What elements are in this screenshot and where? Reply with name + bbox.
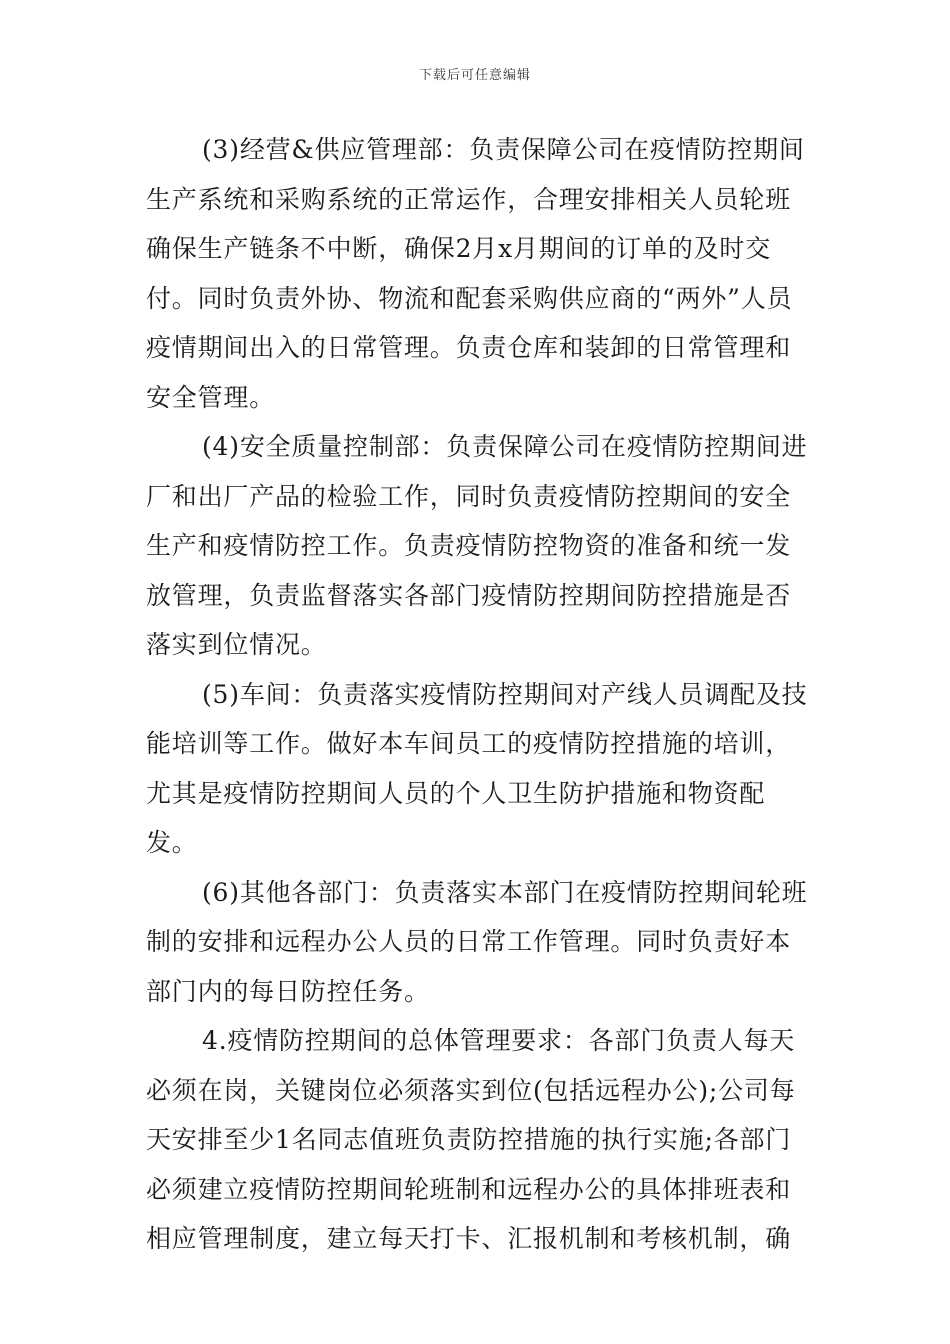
paragraph-safety-quality: (4)安全质量控制部：负责保障公司在疫情防控期间进厂和出厂产品的检验工作，同时负责疫情防控期间的安全生产和疫情防控工作。负责疫情防控物资的准备和统一发放管理，负责监督落实各部门疫情防控期间防控措施是否落实到位情况。	[146, 432, 808, 659]
paragraph-general-requirements: 4.疫情防控期间的总体管理要求：各部门负责人每天必须在岗，关键岗位必须落实到位(包括远程办公);公司每天安排至少1名同志值班负责防控措施的执行实施;各部门必须建立疫情防控期间轮班制和远程办公的具体排班表和相应管理制度，建立每天打卡、汇报机制和考核机制，确	[146, 1026, 796, 1253]
page-header-note: 下载后可任意编辑	[418, 68, 531, 83]
paragraph-workshop: (5)车间：负责落实疫情防控期间对产线人员调配及技能培训等工作。做好本车间员工的疫情防控措施的培训，尤其是疫情防控期间人员的个人卫生防护措施和物资配发。	[146, 679, 808, 857]
paragraph-operations-supply: (3)经营&供应管理部：负责保障公司在疫情防控期间生产系统和采购系统的正常运作，合理安排相关人员轮班确保生产链条不中断，确保2月x月期间的订单的及时交付。同时负责外协、物流和配套采购供应商的“两外”人员疫情期间出入的日常管理。负责仓库和装卸的日常管理和安全管理。	[146, 135, 805, 412]
document-body	[146, 125, 810, 1264]
paragraph-other-departments: (6)其他各部门：负责落实本部门在疫情防控期间轮班制的安排和远程办公人员的日常工作管理。同时负责好本部门内的每日防控任务。	[146, 877, 808, 1006]
